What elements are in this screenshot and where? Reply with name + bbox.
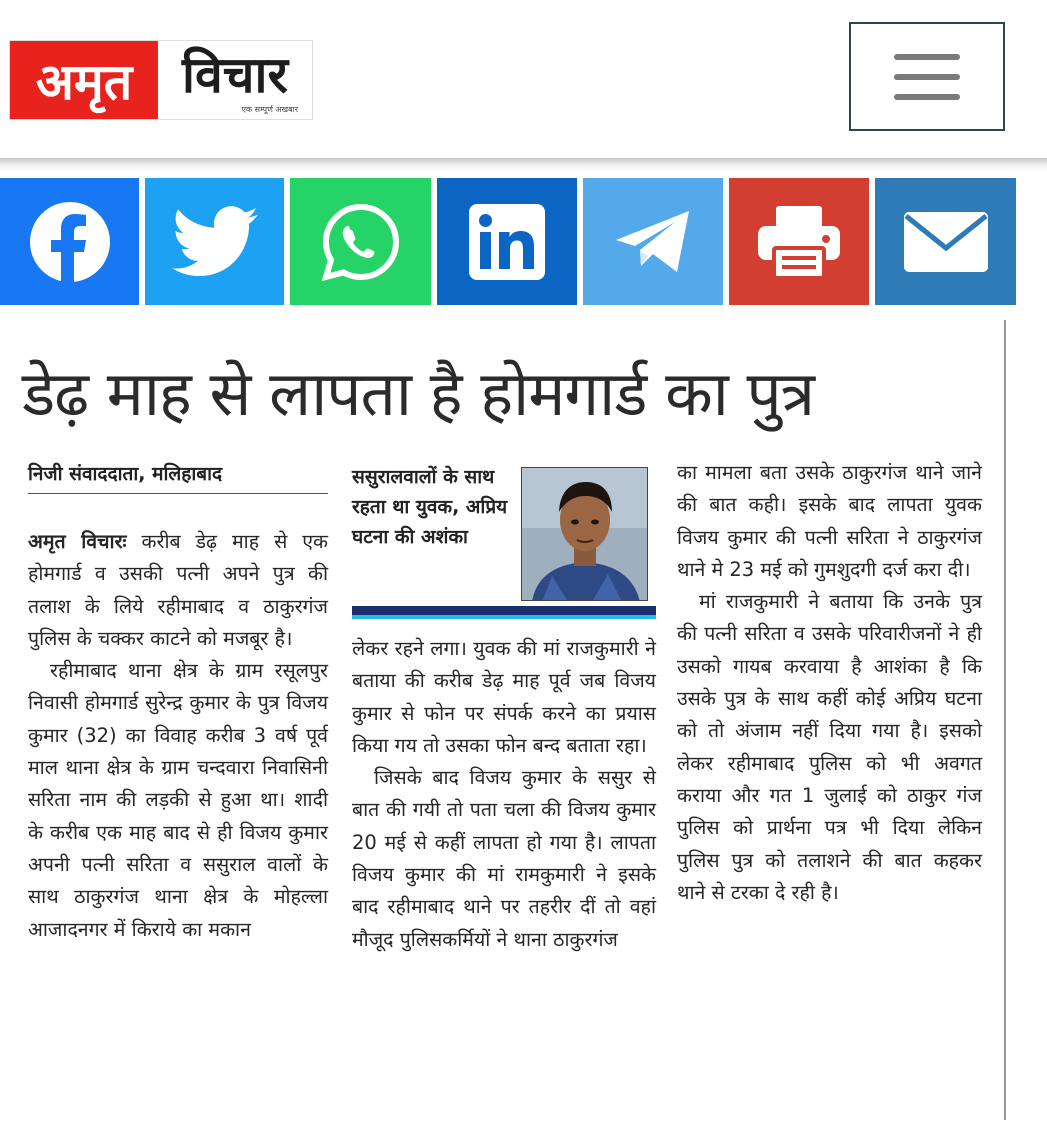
hamburger-menu-icon-bar (894, 74, 960, 80)
whatsapp-icon (320, 201, 402, 283)
email-icon (902, 210, 990, 274)
print-share-button[interactable] (729, 178, 869, 305)
telegram-icon (613, 208, 693, 276)
facebook-share-button[interactable] (0, 178, 139, 305)
facebook-icon (28, 200, 112, 284)
hamburger-menu-button[interactable] (849, 22, 1005, 131)
site-header (0, 0, 1047, 162)
article-paragraph: जिसके बाद विजय कुमार के ससुर से बात की गयी तो पता चला की विजय कुमार 20 मई से कहीं लापता हो गया है। लापता विजय कुमार की मां रामकुमारी ने इसके बाद रहीमाबाद थाने पर तहरीर दीं तो वहां मौजूद पुलिसकर्मियों ने थाना ठाकुरगंज (352, 766, 656, 951)
article-headline: डेढ़ माह से लापता है होमगार्ड का पुत्र (22, 357, 814, 430)
pull-quote-rule (352, 606, 656, 615)
hamburger-menu-icon-bar (894, 94, 960, 100)
article-paragraph: लेकर रहने लगा। युवक की मां राजकुमारी ने बताया की करीब डेढ़ माह पूर्व जब विजय कुमार से फोन पर संपर्क करने का प्रयास किया गय तो उसका फोन बन्द बताता रहा। (352, 637, 656, 757)
article-paragraph: रहीमाबाद थाना क्षेत्र के ग्राम रसूलपुर निवासी होमगार्ड सुरेन्द्र कुमार के पुत्र विजय कुमार (32) का विवाह करीब 3 वर्ष पूर्व माल थाना क्षेत्र के ग्राम चन्दवारा निवासिनी सरिता नाम की लड़की से हुआ था। शादी के करीब एक माह बाद से ही विजय कुमार अपनी पत्नी सरिता व ससुराल वालों के साथ ठाकुरगंज थाना क्षेत्र के मोहल्ला आजादनगर में किराये का मकान (28, 659, 328, 941)
linkedin-share-button[interactable] (437, 178, 577, 305)
pull-quote-rule-accent (352, 615, 656, 619)
page-column-rule (1004, 320, 1006, 1120)
lead-text: करीब डेढ़ माह से एक होमगार्ड व उसकी पत्नी अपने पुत्र की तलाश के लिये रहीमाबाद व ठाकुरगंज पुलिस के चक्कर काटने को मजबूर है। (28, 530, 329, 650)
lead-label: अमृत विचारः (28, 530, 127, 553)
twitter-icon (172, 206, 258, 278)
article-column-1 (28, 526, 328, 946)
share-bar (0, 178, 1047, 305)
article-paragraph: मां राजकुमारी ने बताया कि उनके पुत्र की पत्नी सरिता व उसके परिवारीजनों ने ही उसको गायब करवाया है आशंका है कि उसके पुत्र के साथ कहीं कोई अप्रिय घटना को तो अंजाम नहीं दिया गया है। इसको लेकर रहीमाबाद पुलिस को भी अवगत कराया और गत 1 जुलाई को ठाकुर गंज पुलिस को प्रार्थना पत्र भी दिया लेकिन पुलिस पुत्र को तलाशने की बात कहकर थाने से टरका दे रही है। (677, 590, 982, 904)
article-paragraph: का मामला बता उसके ठाकुरगंज थाने जाने की बात कही। इसके बाद लापता युवक विजय कुमार की पत्नी सरिता ने ठाकुरगंज थाने मे 23 मई को गुमशुदगी दर्ज करा दी। (677, 461, 982, 581)
byline-divider (28, 493, 328, 494)
article-column-3 (677, 457, 982, 909)
logo-left-word: अमृत (10, 41, 158, 119)
twitter-share-button[interactable] (145, 178, 284, 305)
article-column-2 (352, 633, 656, 956)
person-photo (521, 467, 648, 601)
hamburger-menu-icon (894, 54, 960, 60)
telegram-share-button[interactable] (583, 178, 723, 305)
pull-quote: ससुरालवालों के साथ रहता था युवक, अप्रिय घटना की अशंका (352, 466, 508, 548)
article-paragraph (28, 526, 328, 655)
email-share-button[interactable] (875, 178, 1016, 305)
whatsapp-share-button[interactable] (290, 178, 431, 305)
logo-right-block (158, 41, 312, 119)
site-logo[interactable] (9, 40, 313, 120)
linkedin-icon (469, 204, 545, 280)
logo-tagline: एक सम्पूर्ण अखबार (241, 105, 298, 114)
header-shadow (0, 158, 1047, 172)
logo-right-word: विचार (182, 45, 288, 104)
print-icon (756, 204, 842, 280)
article-byline: निजी संवाददाता, मलिहाबाद (28, 463, 223, 485)
